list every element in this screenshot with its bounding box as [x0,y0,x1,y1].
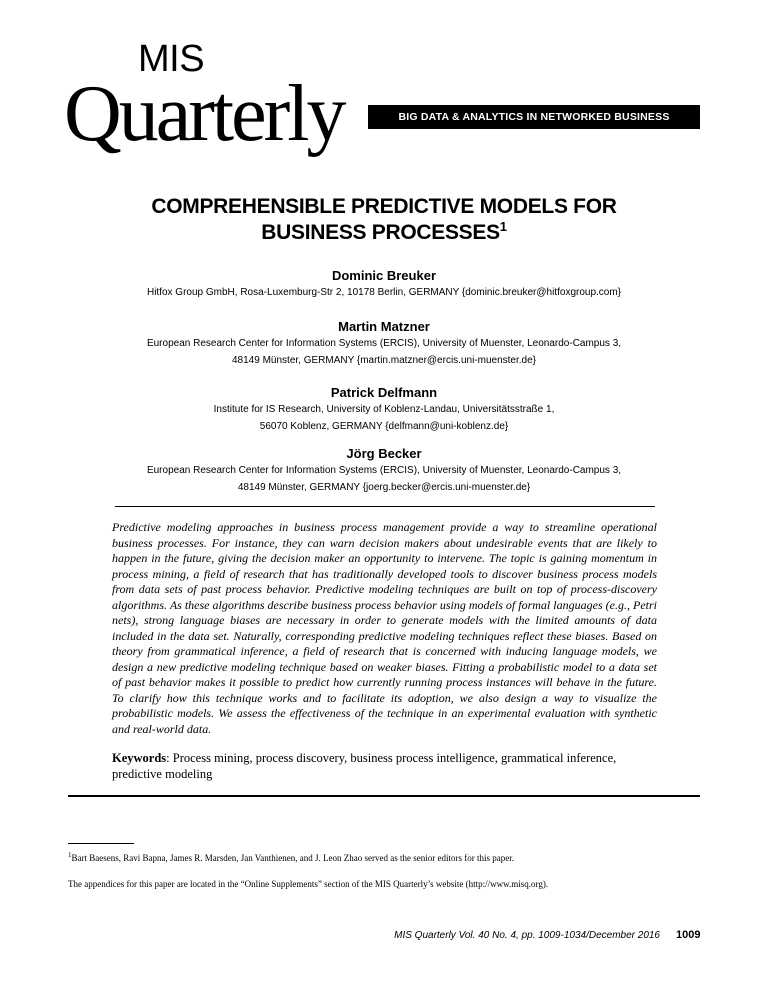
paper-title-line1: COMPREHENSIBLE PREDICTIVE MODELS FOR [151,195,617,218]
footnote-mark: 1 [68,851,72,859]
affiliation-line: European Research Center for Information Systems (ERCIS), University of Muenster, Leonardo-Campus 3, [146,338,622,349]
title-footnote-mark: 1 [499,219,507,234]
author-affiliation [110,335,658,369]
paper-title-line2 [80,219,688,245]
footnote-rule [68,843,134,844]
affiliation-line: European Research Center for Information Systems (ERCIS), University of Muenster, Leonardo-Campus 3, [146,465,622,476]
divider-bottom [68,795,700,797]
affiliation-line: 48149 Münster, GERMANY {joerg.becker@ercis.uni-muenster.de} [237,482,531,493]
page-number: 1009 [676,929,701,941]
logo-quarterly-text: Quarterly [64,70,344,158]
paper-title-text: BUSINESS PROCESSES [261,221,500,244]
keywords-label: Keywords [112,751,167,765]
footnote-1-text: Bart Baesens, Ravi Bapna, James R. Marsden, Jan Vanthienen, and J. Leon Zhao served as the senior editors for this paper. [71,853,514,863]
citation-footer: MIS Quarterly Vol. 40 No. 4, pp. 1009-1034/December 2016 [394,930,660,941]
keywords-text: : Process mining, process discovery, business process intelligence, grammatical inference, predictive modeling [112,751,617,781]
affiliation-line: 48149 Münster, GERMANY {martin.matzner@ercis.uni-muenster.de} [232,355,536,366]
abstract-text: Predictive modeling approaches in business process management provide a way to streamline operational business processes. For instance, they can warn decision makers about undesirable events that are likely to happen in the future, giving the decision maker an opportunity to intervene. The topic is gaining momentum in process mining, a field of research that has traditionally developed tools to discover business process models from data sets of past process behavior. Predictive modeling techniques are built on top of process-discovery algorithms. As these algorithms describe business process behavior using models of formal languages (e.g., Petri nets), strong language biases are necessary in order to generate models with the limited amounts of data included in the data set. Naturally, corresponding predictive modeling techniques reflect these biases. Based on theory from grammatical inference, a field of research that is concerned with inducing language models, we design a new predictive modeling technique based on weaker biases. Fitting a probabilistic model to a data set of past behavior makes it possible to predict how currently running process instances will behave in the future. To clarify how this technique works and to facilitate its adoption, we also design a way to visualize the probabilistic models. We assess the effectiveness of the technique in an experimental evaluation with synthetic and real-world data. [112,520,657,736]
author-name: Dominic Breuker [331,268,437,283]
author-name: Patrick Delfmann [330,385,438,400]
footnote-1 [68,851,708,863]
author-affiliation [110,284,658,301]
affiliation-line: Hitfox Group GmbH, Rosa-Luxemburg-Str 2, 10178 Berlin, GERMANY {dominic.breuker@hitfoxgroup.com} [146,287,622,298]
section-banner: BIG DATA & ANALYTICS IN NETWORKED BUSINESS [368,105,700,129]
author-affiliation [110,462,658,496]
divider-top [115,506,655,507]
keywords [112,750,657,782]
logo-mis-text: MIS [138,38,205,80]
footnote-appendix: The appendices for this paper are located in the “Online Supplements” section of the MIS Quarterly’s website (http://www.misq.org). [68,879,549,889]
author-name: Jörg Becker [346,446,422,461]
affiliation-line: Institute for IS Research, University of Koblenz-Landau, Universitätsstraße 1, [213,404,555,415]
affiliation-line: 56070 Koblenz, GERMANY {delfmann@uni-koblenz.de} [259,421,509,432]
author-affiliation [110,401,658,435]
author-name: Martin Matzner [338,319,430,334]
journal-logo [62,36,352,156]
